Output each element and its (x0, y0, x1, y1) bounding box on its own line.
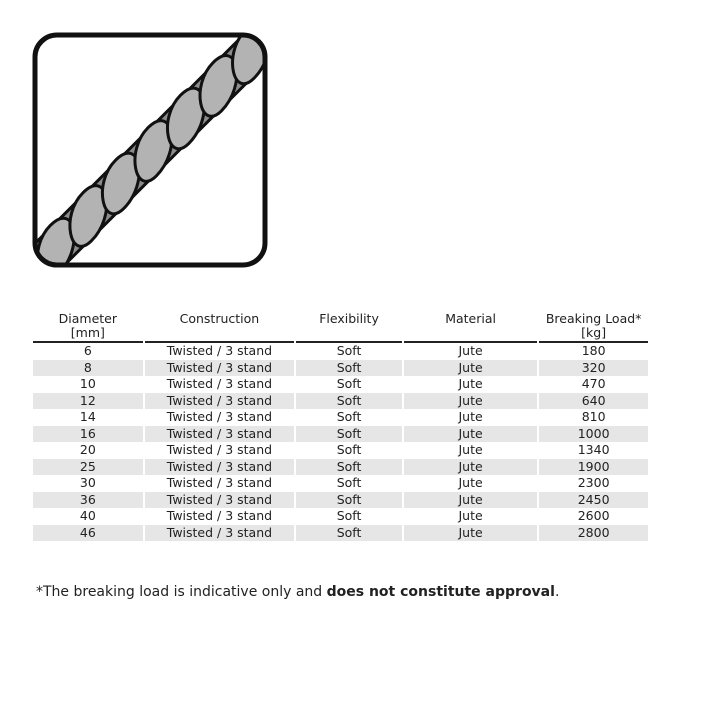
cell-flexibility: Soft (296, 492, 402, 509)
table-row (33, 492, 648, 509)
table-row (33, 525, 648, 542)
cell-diameter: 6 (83, 343, 92, 359)
cell-flexibility: Soft (336, 508, 362, 524)
header-material: Material (404, 310, 537, 342)
header-diameter: Diameter [mm] (33, 310, 143, 342)
cell-material: Jute (458, 376, 483, 392)
table-row (33, 376, 648, 393)
cell-flexibility: Soft (336, 442, 362, 458)
twisted-rope-icon (32, 32, 268, 268)
cell-flexibility: Soft (296, 393, 402, 410)
header-breaking-load: Breaking Load* [kg] (539, 310, 648, 342)
cell-material: Jute (404, 426, 537, 443)
cell-flexibility: Soft (296, 459, 402, 476)
cell-diameter: 36 (33, 492, 143, 509)
cell-material: Jute (458, 475, 483, 491)
cell-breaking-load: 2450 (539, 492, 648, 509)
cell-breaking-load: 320 (539, 360, 648, 377)
cell-flexibility: Soft (336, 376, 362, 392)
cell-construction: Twisted / 3 stand (145, 426, 295, 443)
cell-construction: Twisted / 3 stand (145, 525, 295, 542)
header-flexibility: Flexibility (296, 310, 402, 342)
cell-construction: Twisted / 3 stand (166, 376, 273, 392)
cell-material: Jute (458, 343, 483, 359)
cell-diameter: 10 (79, 376, 96, 392)
table-row (33, 508, 648, 525)
cell-breaking-load: 180 (581, 343, 606, 359)
table-header-row (33, 310, 648, 342)
footnote-text: *The breaking load is indicative only and (36, 584, 327, 600)
cell-construction: Twisted / 3 stand (166, 409, 273, 425)
cell-construction: Twisted / 3 stand (166, 442, 273, 458)
rope-illustration (32, 32, 268, 268)
header-construction: Construction (145, 310, 295, 342)
cell-flexibility: Soft (336, 475, 362, 491)
cell-breaking-load: 470 (581, 376, 606, 392)
table-row (33, 442, 648, 459)
cell-material: Jute (404, 393, 537, 410)
cell-material: Jute (458, 409, 483, 425)
table-row (33, 475, 648, 492)
cell-material: Jute (458, 508, 483, 524)
cell-diameter: 8 (33, 360, 143, 377)
cell-construction: Twisted / 3 stand (166, 475, 273, 491)
cell-diameter: 30 (79, 475, 96, 491)
cell-diameter: 40 (79, 508, 96, 524)
cell-construction: Twisted / 3 stand (166, 508, 273, 524)
footnote-end: . (554, 584, 560, 600)
cell-diameter: 25 (33, 459, 143, 476)
cell-construction: Twisted / 3 stand (145, 492, 295, 509)
table-row (33, 393, 648, 410)
cell-construction: Twisted / 3 stand (145, 459, 295, 476)
footnote (36, 584, 559, 600)
table-row (33, 342, 648, 360)
cell-breaking-load: 2300 (577, 475, 610, 491)
cell-breaking-load: 810 (581, 409, 606, 425)
cell-flexibility: Soft (296, 525, 402, 542)
cell-diameter: 14 (79, 409, 96, 425)
cell-breaking-load: 2600 (577, 508, 610, 524)
table-row (33, 426, 648, 443)
rope-spec-table (33, 310, 648, 541)
table-row (33, 360, 648, 377)
cell-material: Jute (404, 492, 537, 509)
cell-material: Jute (404, 525, 537, 542)
cell-flexibility: Soft (336, 343, 362, 359)
table-row (33, 409, 648, 426)
cell-material: Jute (404, 360, 537, 377)
cell-flexibility: Soft (336, 409, 362, 425)
cell-flexibility: Soft (296, 360, 402, 377)
cell-breaking-load: 1900 (539, 459, 648, 476)
cell-construction: Twisted / 3 stand (166, 343, 273, 359)
cell-construction: Twisted / 3 stand (145, 360, 295, 377)
cell-breaking-load: 2800 (539, 525, 648, 542)
cell-diameter: 16 (33, 426, 143, 443)
cell-diameter: 12 (33, 393, 143, 410)
cell-material: Jute (404, 459, 537, 476)
cell-material: Jute (458, 442, 483, 458)
cell-flexibility: Soft (296, 426, 402, 443)
cell-breaking-load: 1000 (539, 426, 648, 443)
table-row (33, 459, 648, 476)
cell-construction: Twisted / 3 stand (145, 393, 295, 410)
cell-diameter: 46 (33, 525, 143, 542)
footnote-emphasis: does not constitute approval (326, 584, 555, 600)
cell-breaking-load: 640 (539, 393, 648, 410)
cell-breaking-load: 1340 (577, 442, 610, 458)
cell-diameter: 20 (79, 442, 96, 458)
